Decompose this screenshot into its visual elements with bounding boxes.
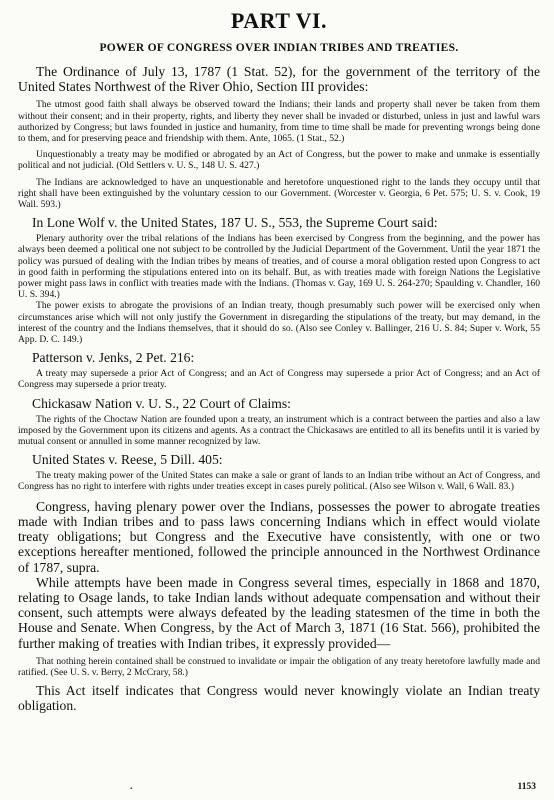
section-title: POWER OF CONGRESS OVER INDIAN TRIBES AND TREATIES. — [99, 42, 459, 54]
while-attempts-paragraph: While attempts have been made in Congress several times, especially in 1868 and 1870, relating to Osage lands, to take Indian lands without adequate compensation and without their consent, such attempts were always defeated by the leading statesmen of the time in both the House and Senate. When Congress, by the Act of March 3, 1871 (16 Stat. 566), prohibited the further making of treaties with Indian tribes, it expressly provided— — [18, 574, 540, 651]
congress-plenary-paragraph: Congress, having plenary power over the Indians, possesses the power to abrogate treaties made with Indian tribes and to pass laws concerning Indians which in effect would violate treaty obligations; but Congress and the Executive have consistently, with one or two exceptions hereafter mentioned, followed the principle announced in the Northwest Ordinance of 1787, supra. — [18, 498, 540, 575]
patterson-heading: Patterson v. Jenks, 2 Pet. 216: — [32, 350, 195, 366]
patterson-paragraph: A treaty may supersede a prior Act of Congress; and an Act of Congress may supersede a prior Act of Congress; and an Act of Congress may supersede a prior treaty. — [18, 368, 540, 391]
ordinance-intro: The Ordinance of July 13, 1787 (1 Stat. 52), for the government of the territory of the United States Northwest of the River Ohio, Section III provides: — [18, 64, 540, 95]
this-act-paragraph: This Act itself indicates that Congress would never knowingly violate an Indian treaty obligation. — [18, 683, 540, 714]
ordinance-quote: The utmost good faith shall always be observed toward the Indians; their lands and property shall never be taken from them without their consent; and in their property, rights, and liberty they never shall be invaded or disturbed, unless in just and lawful wars authorized by Congress; but laws founded in justice and humanity, from time to time shall be made for preventing wrongs being done to them, and for preserving peace and friendship with them. Ante, 1065. (1 Stat., 52.) — [18, 99, 540, 145]
document-page — [18, 8, 540, 714]
reese-heading: United States v. Reese, 5 Dill. 405: — [32, 452, 223, 468]
lone-wolf-paragraph-1: Plenary authority over the tribal relations of the Indians has been exercised by Congress from the beginning, and the power has always been deemed a political one not subject to be controlled by the Judicial Department of the Government. Until the year 1871 the policy was pursued of dealing with the Indian tribes by means of treaties, and of course a moral obligation rested upon Congress to act in good faith in performing the stipulations entered into on its behalf. But, as with treaties made with foreign Nations the Legislative power might pass laws in conflict with treaties made with the Indians. (Thomas v. Gay, 169 U. S. 264-270; Spaulding v. Chandler, 160 U. S. 394.) — [18, 233, 540, 301]
chickasaw-paragraph: The rights of the Choctaw Nation are founded upon a treaty, an instrument which is a contract between the parties and also a law imposed by the Government upon its citizens and agents. As a contract the Chickasaws are entitled to all its benefits until it is varied by mutual consent or annulled in some manner recognized by law. — [18, 413, 540, 448]
treaty-modified-paragraph: Unquestionably a treaty may be modified or abrogated by an Act of Congress, but the power to make and unmake is essentially political and not judicial. (Old Settlers v. U. S., 148 U. S. 427.) — [18, 149, 540, 172]
indians-right-paragraph: The Indians are acknowledged to have an unquestionable and heretofore unquestioned right to the lands they occupy until that right shall have been extinguished by the voluntary cession to our Government. (Worcester v. Georgia, 6 Pet. 575; U. S. v. Cook, 19 Wall. 593.) — [18, 176, 540, 211]
nothing-herein-paragraph: That nothing herein contained shall be construed to invalidate or impair the obligation of any treaty heretofore lawfully made and ratified. (See U. S. v. Berry, 2 McCrary, 58.) — [18, 655, 540, 678]
page-number: 1153 — [517, 782, 536, 792]
reese-paragraph: The treaty making power of the United States can make a sale or grant of lands to an Indian tribe without an Act of Congress, and Congress has no right to interfere with rights under treaties except in cases purely political. (Also see Wilson v. Wall, 6 Wall. 83.) — [18, 470, 540, 493]
part-title: PART VI. — [230, 8, 328, 33]
lone-wolf-heading: In Lone Wolf v. the United States, 187 U. S., 553, the Supreme Court said: — [32, 215, 438, 231]
chickasaw-heading: Chickasaw Nation v. U. S., 22 Court of Claims: — [32, 395, 291, 411]
footer-mark: . — [130, 782, 133, 792]
lone-wolf-paragraph-2: The power exists to abrogate the provisions of an Indian treaty, though presumably such power will be exercised only when circumstances arise which will not only justify the Government in disregarding the stipulations of the treaty, but may demand, in the interest of the country and the Indians themselves, that it should do so. (Also see Conley v. Ballinger, 216 U. S. 84; Super v. Work, 55 App. D. C. 149.) — [18, 300, 540, 346]
